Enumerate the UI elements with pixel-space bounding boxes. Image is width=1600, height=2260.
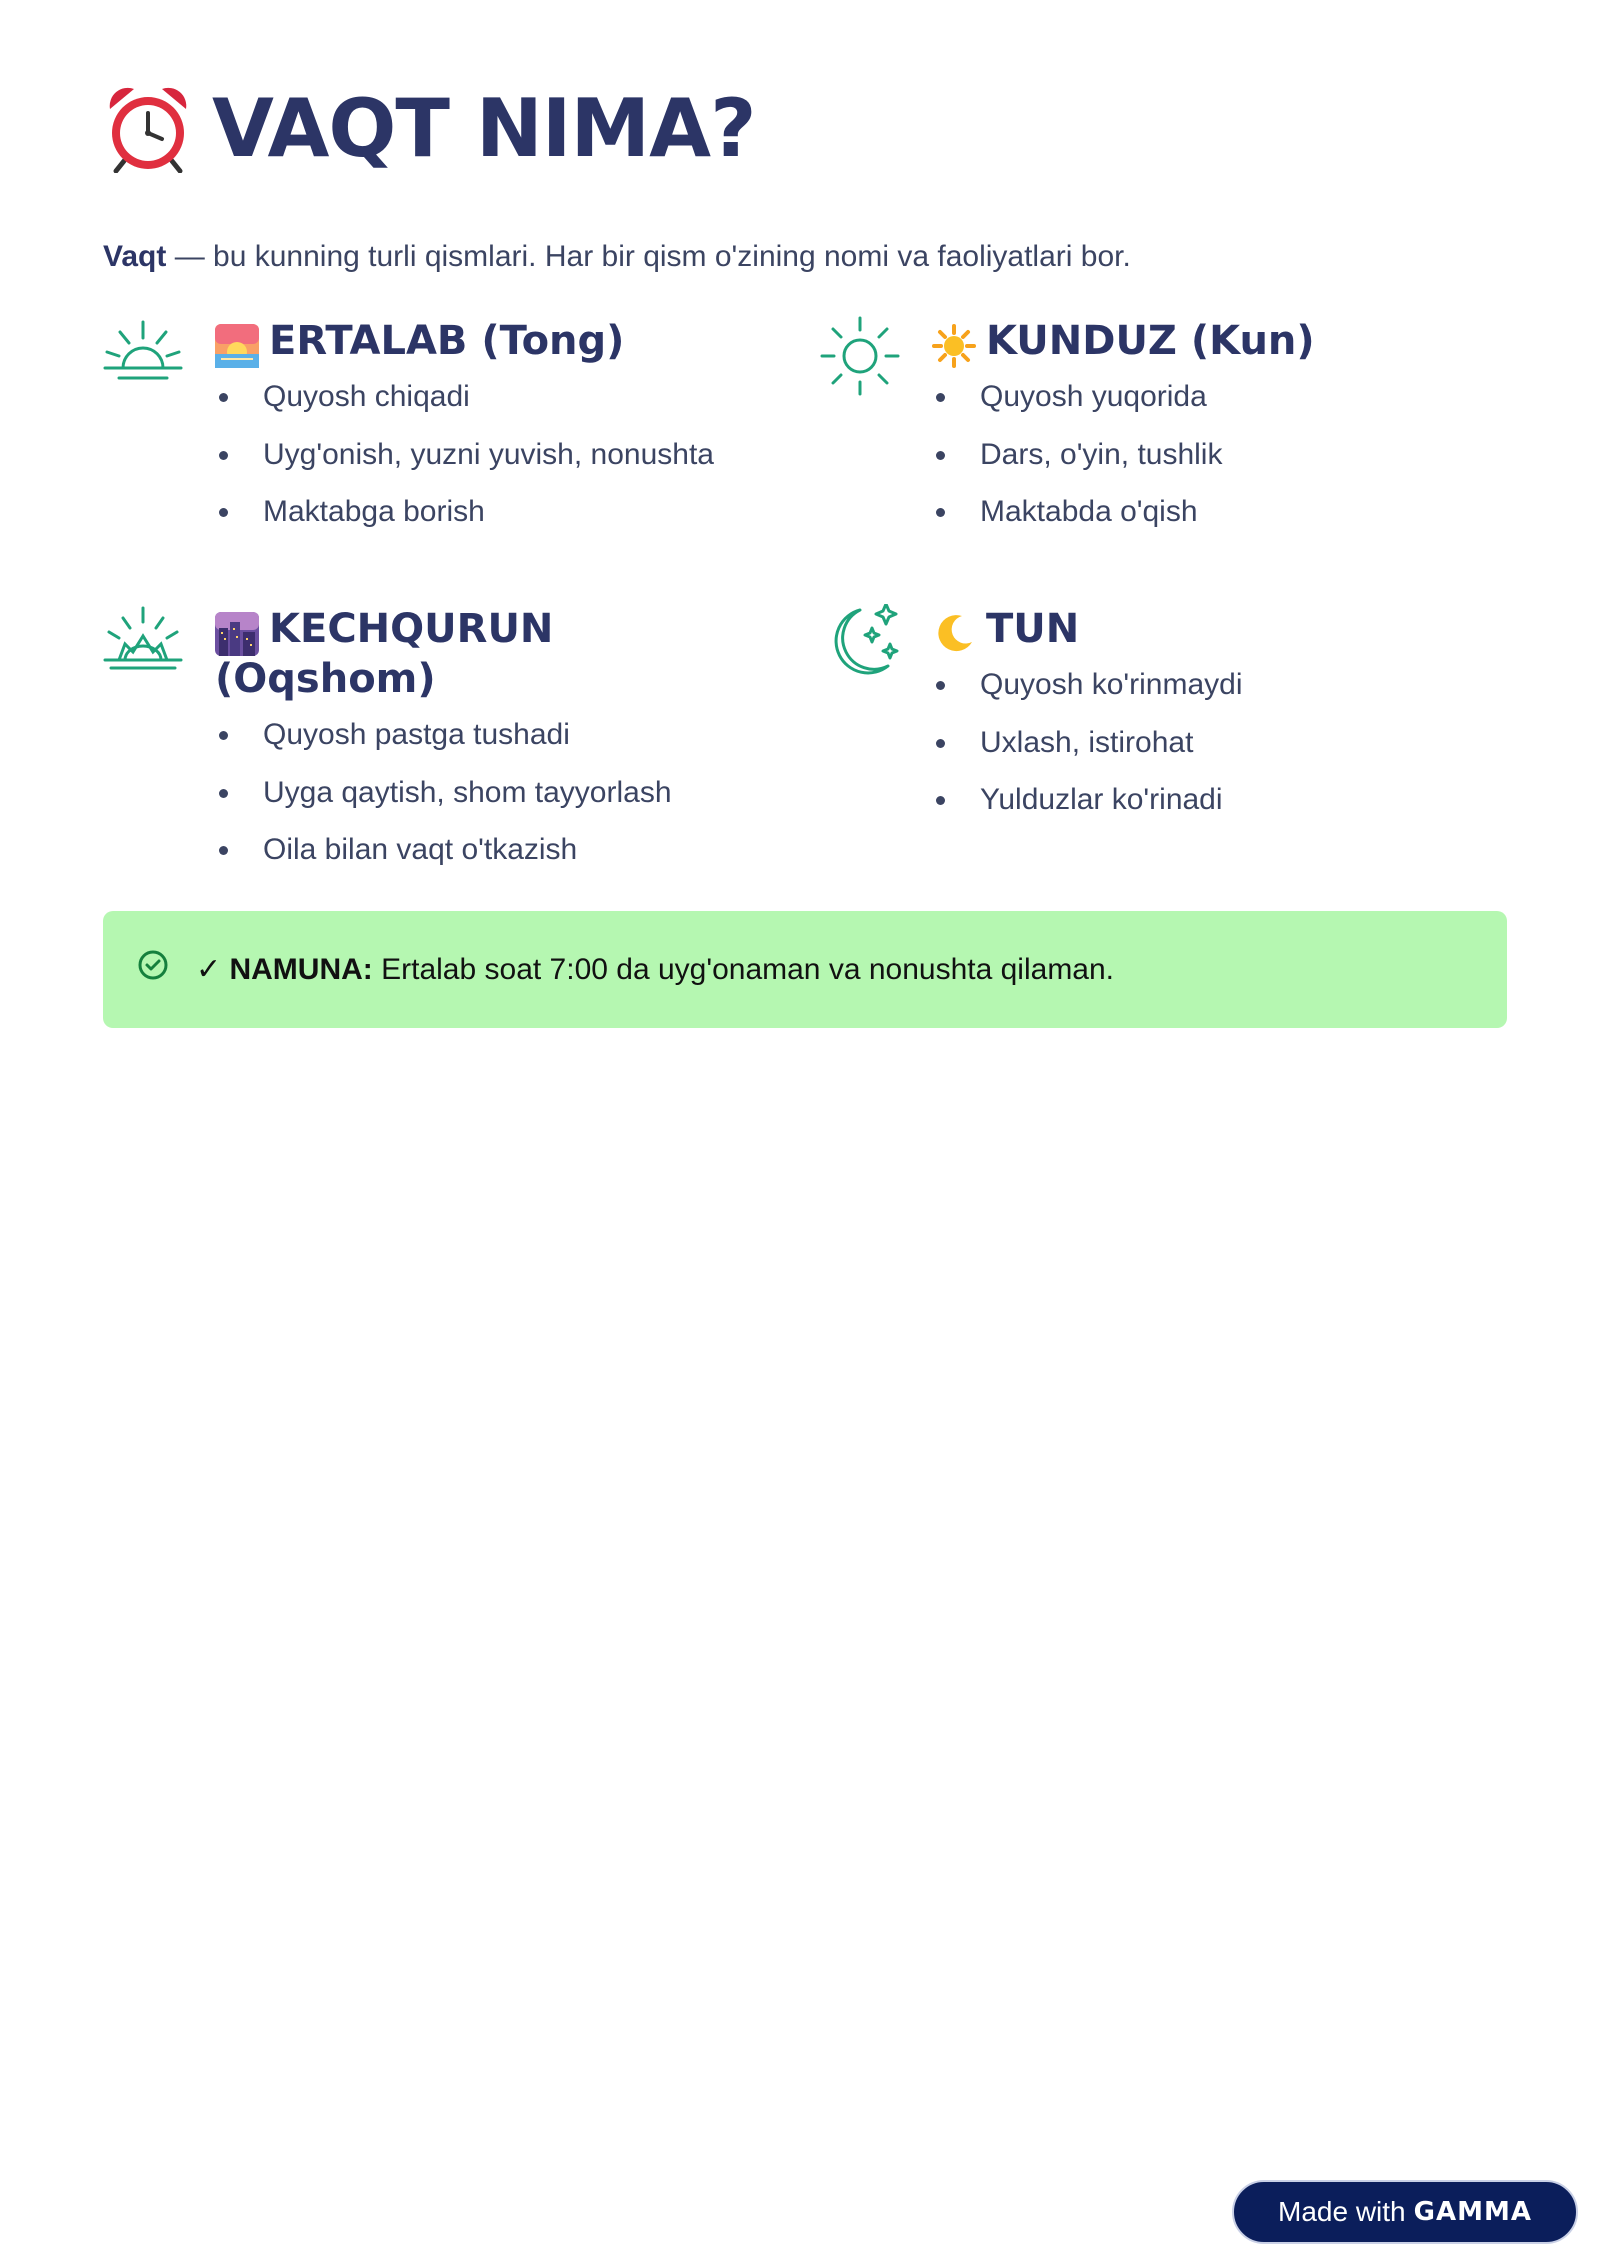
badge-prefix: Made with [1278,2196,1406,2227]
list-item: Uyga qaytish, shom tayyorlash [215,764,672,822]
title-line-1: KECHQURUN [269,606,554,652]
intro-term: Vaqt [103,240,167,273]
list-item: Yulduzlar ko'rinadi [932,771,1243,829]
list-item: Quyosh pastga tushadi [215,706,672,764]
example-callout [103,911,1507,1028]
moon-stars-icon [820,604,900,684]
section-kunduz-list [932,368,1222,541]
section-ertalab-title: ERTALAB (Tong) [269,318,625,364]
list-item: Maktabga borish [215,483,714,541]
list-item: Dars, o'yin, tushlik [932,426,1222,484]
section-ertalab [103,316,783,556]
section-tun-header [932,604,1079,656]
alarm-clock-icon [106,83,190,173]
section-kechqurun-title [269,604,553,654]
sunset-icon [103,604,183,684]
city-dusk-emoji [215,612,259,656]
gamma-logo: GAMMA [1413,2197,1532,2227]
intro-paragraph [103,240,1131,274]
section-kunduz-title: KUNDUZ (Kun) [986,318,1315,364]
section-kechqurun-title-line2: (Oqshom) [215,656,436,702]
sun-icon [820,316,900,396]
section-kunduz [820,316,1540,556]
list-item: Quyosh ko'rinmaydi [932,656,1243,714]
list-item: Quyosh chiqadi [215,368,714,426]
page-title: VAQT NIMA? [212,81,756,175]
section-ertalab-list [215,368,714,541]
section-tun [820,604,1540,864]
list-item: Uxlash, istirohat [932,714,1243,772]
section-tun-title: TUN [986,606,1080,652]
section-kechqurun [103,604,783,894]
example-label: ✓ NAMUNA: [196,953,373,986]
sun-emoji [932,324,976,368]
list-item: Quyosh yuqorida [932,368,1222,426]
sunrise-emoji [215,324,259,368]
page-title-row [106,78,755,178]
crescent-moon-emoji [932,612,976,656]
example-body: Ertalab soat 7:00 da uyg'onaman va nonushta qilaman. [372,953,1115,986]
list-item: Uyg'onish, yuzni yuvish, nonushta [215,426,714,484]
section-kunduz-header [932,316,1315,368]
section-kechqurun-header [215,604,553,656]
section-ertalab-header [215,316,624,368]
section-tun-list [932,656,1243,829]
check-circle-icon [137,949,169,981]
intro-text: — bu kunning turli qismlari. Har bir qism o'zining nomi va faoliyatlari bor. [166,240,1131,273]
sunrise-icon [103,316,183,396]
made-with-gamma-badge[interactable] [1232,2180,1578,2244]
list-item: Maktabda o'qish [932,483,1222,541]
example-text [196,949,1114,991]
section-kechqurun-list [215,706,672,879]
list-item: Oila bilan vaqt o'tkazish [215,821,672,879]
